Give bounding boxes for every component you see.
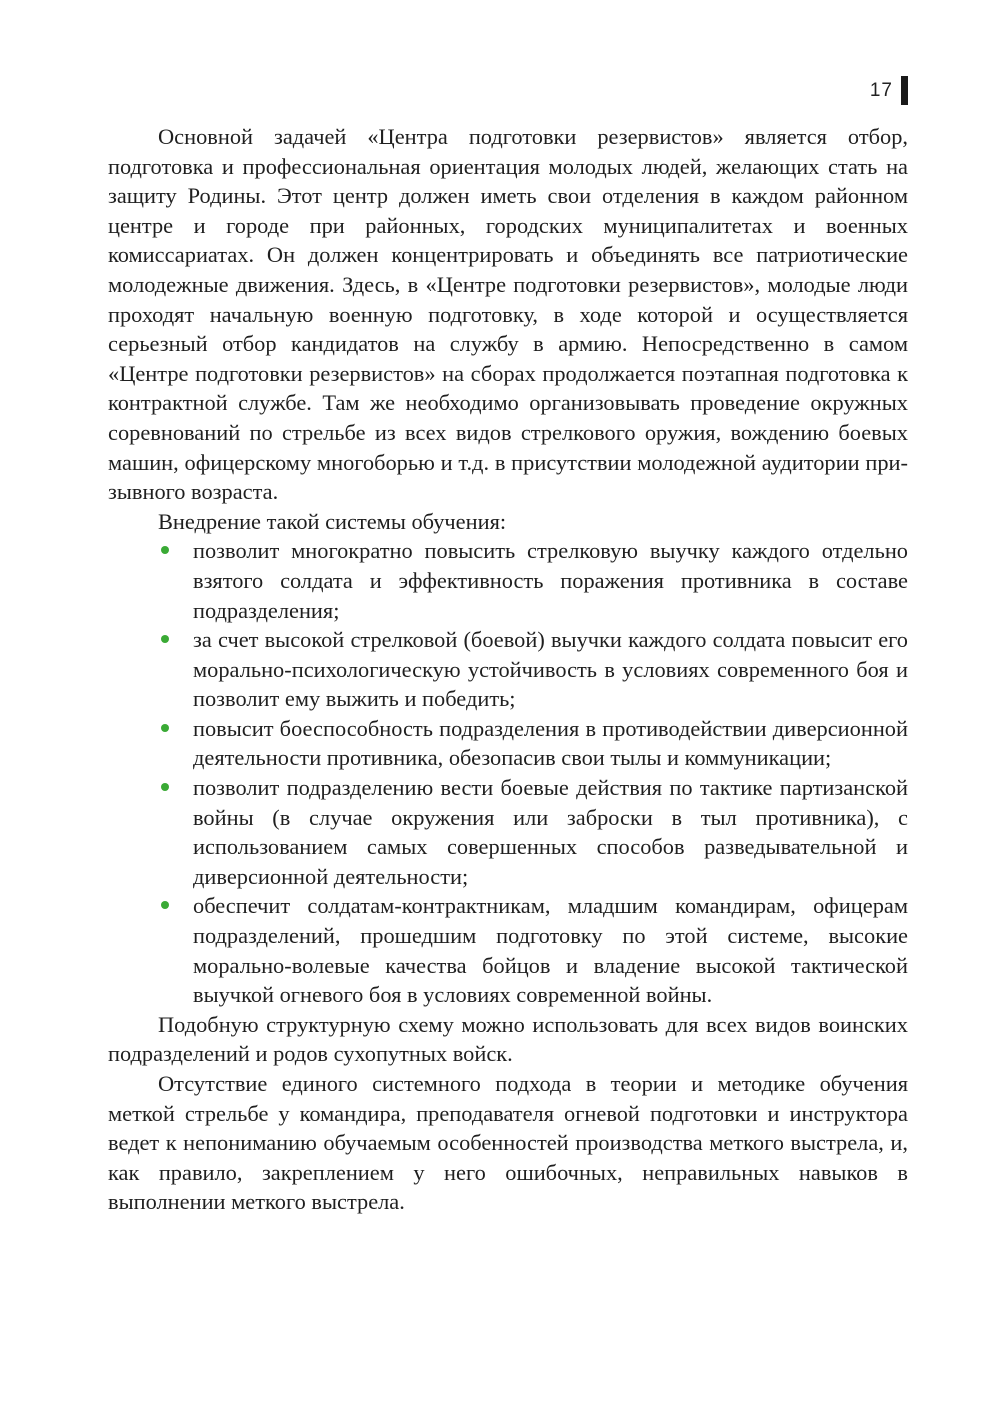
bullet-dot-icon [161, 901, 169, 909]
list-item [108, 773, 908, 891]
bullet-dot-icon [161, 546, 169, 554]
page-number: 17 [869, 79, 893, 101]
paragraph-reservist-center: Основной задачей «Центра подготовки резервистов» является отбор, подготовка и профессиональная ориентация молодых людей, желающих стать на защиту Родины. Этот центр должен иметь свои отделения в каждом районном центре и городе при районных, городских муниципалитетах и военных комиссариатах. Он должен концентрировать и объединять все патриотические молодежные движения. Здесь, в «Центре подготовки резервистов», молодые люди проходят начальную военную подготовку, в ходе которой и осуществляется серьезный отбор кандидатов на службу в армию. Непосредственно в самом «Центре подготовки резервистов» на сборах продолжается поэтапная подготовка к контрактной службе. Там же необходимо организовывать проведение окружных соревнований по стрельбе из всех видов стрелкового оружия, вождению боевых машин, офицерскому многоборью и т.д. в присутствии молодежной аудитории призывного возраста. [108, 124, 908, 505]
benefits-list [108, 536, 908, 1010]
list-item [108, 536, 908, 625]
paragraph-training-intro: Внедрение такой системы обучения: [158, 508, 507, 534]
list-item [108, 891, 908, 1009]
page-number-marker [901, 76, 908, 105]
list-item-text: позволит подразделению вести боевые действия по тактике партизанской войны (в случае окружения или заброски в тыл противника), с использованием самых совершенных способов разведывательной и диверсионной деятельности; [193, 775, 908, 889]
bullet-dot-icon [161, 724, 169, 732]
paragraph-systemic-approach: Отсутствие единого системного подхода в теории и методике обучения меткой стрельбе у командира, преподавателя огневой подготовки и инструктора ведет к непониманию обучаемым особенностей производства меткого выстрела, и, как правило, закреплением у него ошибочных, неправильных навыков в выполнении меткого выстрела. [108, 1071, 908, 1215]
list-item [108, 625, 908, 714]
page-header [870, 76, 908, 105]
list-item-text: за счет высокой стрелковой (боевой) выучки каждого солдата повысит его морально-психологическую устойчивость в условиях современного боя и позволит ему выжить и победить; [193, 627, 908, 712]
paragraph-structural-scheme: Подобную структурную схему можно использовать для всех видов воинских подразделений и родов сухопутных войск. [108, 1011, 908, 1067]
bullet-dot-icon [161, 783, 169, 791]
list-item [108, 714, 908, 773]
page-body [108, 122, 908, 1217]
list-item-text: повысит боеспособность подразделения в противодействии диверсионной деятельности противника, обезопасив свои тылы и коммуникации; [193, 715, 908, 771]
bullet-dot-icon [161, 635, 169, 643]
list-item-text: обеспечит солдатам-контрактникам, младшим командирам, офицерам подразделений, прошедшим подготовку по этой системе, высокие морально-волевые качества бойцов и владение высокой тактической выучкой огневого боя в условиях современной войны. [193, 893, 908, 1008]
list-item-text: позволит многократно повысить стрелковую выучку каждого отдельно взятого солдата и эффективность поражения противника в составе подразделения; [193, 538, 908, 623]
